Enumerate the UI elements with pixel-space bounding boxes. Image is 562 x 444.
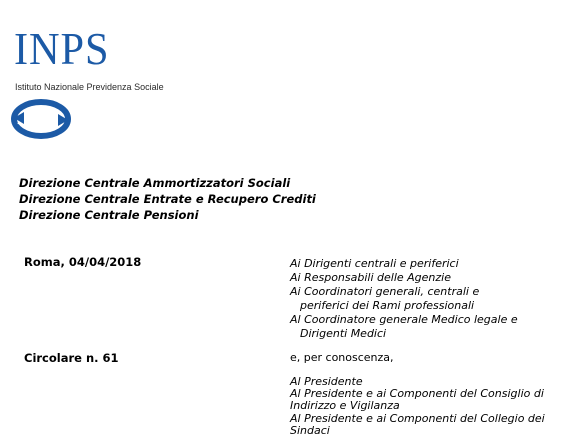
recipient-line: Al Coordinatore generale Medico legale e	[290, 313, 518, 326]
logo-subtitle: Istituto Nazionale Previdenza Sociale	[15, 82, 164, 92]
logo-wordmark: INPS	[14, 23, 110, 74]
directorate-line: Direzione Centrale Entrate e Recupero Crediti	[19, 192, 316, 206]
circular-number: Circolare n. 61	[24, 351, 119, 365]
recipient-line: Dirigenti Medici	[300, 327, 387, 340]
cc-recipient-line: Al Presidente e ai Componenti del Consiglio di	[290, 387, 544, 401]
recipient-line: Ai Coordinatori generali, centrali e	[290, 285, 480, 298]
recipients-list	[290, 257, 558, 341]
recipient-line: Ai Dirigenti centrali e periferici	[290, 257, 459, 270]
cc-recipient-line: Indirizzo e Vigilanza	[290, 399, 400, 413]
cc-recipient-line: Al Presidente e ai Componenti del Collegio dei	[290, 411, 545, 425]
directorate-line: Direzione Centrale Pensioni	[19, 208, 199, 222]
cc-recipient-line: Sindaci	[290, 423, 330, 437]
cc-recipient-line: Al Presidente	[290, 375, 363, 388]
directorate-line: Direzione Centrale Ammortizzatori Sociali	[19, 176, 291, 190]
recipient-line: Ai Responsabili delle Agenzie	[290, 271, 451, 284]
place-date: Roma, 04/04/2018	[24, 255, 142, 269]
cc-label: e, per conoscenza,	[290, 351, 394, 364]
recipient-line: periferici dei Rami professionali	[300, 299, 475, 312]
cc-recipients-list	[290, 376, 560, 437]
inps-logo	[10, 24, 190, 140]
issuing-directorates	[19, 175, 316, 223]
inps-circular-arrows-icon	[10, 98, 72, 140]
